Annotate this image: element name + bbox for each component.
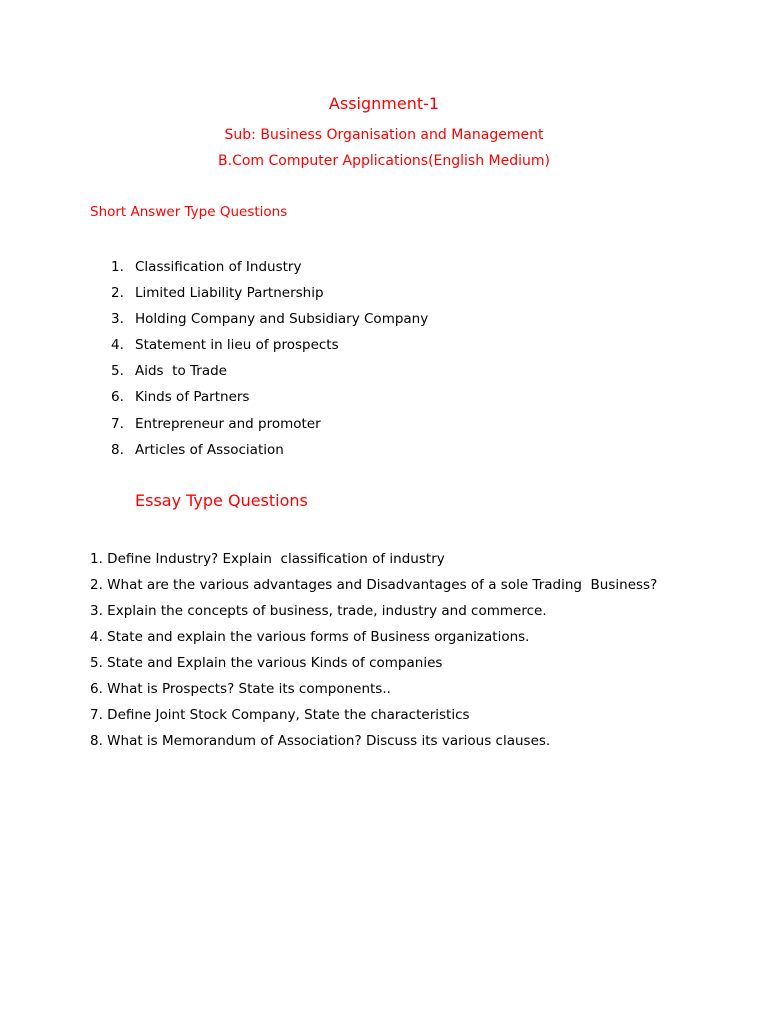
list-item xyxy=(111,411,428,437)
list-item: 7. Define Joint Stock Company, State the characteristics xyxy=(90,707,470,723)
list-item: 6. What is Prospects? State its components.. xyxy=(90,681,391,697)
list-item-number: 2. xyxy=(111,285,124,302)
list-item xyxy=(111,384,428,410)
list-item xyxy=(111,332,428,358)
list-item xyxy=(111,254,428,280)
list-item-text: Kinds of Partners xyxy=(135,389,250,406)
short-answer-list xyxy=(111,254,428,463)
list-item-text: Holding Company and Subsidiary Company xyxy=(135,311,429,328)
list-item: 8. What is Memorandum of Association? Discuss its various clauses. xyxy=(90,733,551,749)
list-item-text: Articles of Association xyxy=(135,441,284,458)
list-item-number: 6. xyxy=(111,389,124,406)
list-item-number: 5. xyxy=(111,363,124,380)
list-item-number: 4. xyxy=(111,337,124,354)
essay-question-list xyxy=(90,546,657,754)
list-item-text: Aids to Trade xyxy=(135,363,227,380)
list-item: 2. What are the various advantages and Disadvantages of a sole Trading Business? xyxy=(90,577,658,593)
list-item xyxy=(111,437,428,463)
list-item xyxy=(111,306,428,332)
list-item xyxy=(111,280,428,306)
list-item-number: 8. xyxy=(111,441,124,458)
list-item: 5. State and Explain the various Kinds of companies xyxy=(90,655,443,671)
list-item-number: 7. xyxy=(111,415,124,432)
list-item-text: Statement in lieu of prospects xyxy=(135,337,339,354)
list-item-text: Classification of Industry xyxy=(135,259,302,275)
course-line: B.Com Computer Applications(English Medium) xyxy=(218,153,550,169)
list-item xyxy=(111,358,428,384)
list-item-text: Entrepreneur and promoter xyxy=(135,415,321,432)
list-item: 1. Define Industry? Explain classification of industry xyxy=(90,551,445,567)
list-item: 3. Explain the concepts of business, trade, industry and commerce. xyxy=(90,603,547,619)
assignment-title: Assignment-1 xyxy=(328,94,440,113)
list-item-number: 3. xyxy=(111,311,124,328)
subject-line: Sub: Business Organisation and Management xyxy=(224,127,544,143)
essay-heading: Essay Type Questions xyxy=(135,491,308,510)
list-item: 4. State and explain the various forms of Business organizations. xyxy=(90,629,530,645)
short-answer-heading: Short Answer Type Questions xyxy=(90,204,288,220)
list-item-text: Limited Liability Partnership xyxy=(135,285,324,302)
list-item-number: 1. xyxy=(111,259,124,275)
